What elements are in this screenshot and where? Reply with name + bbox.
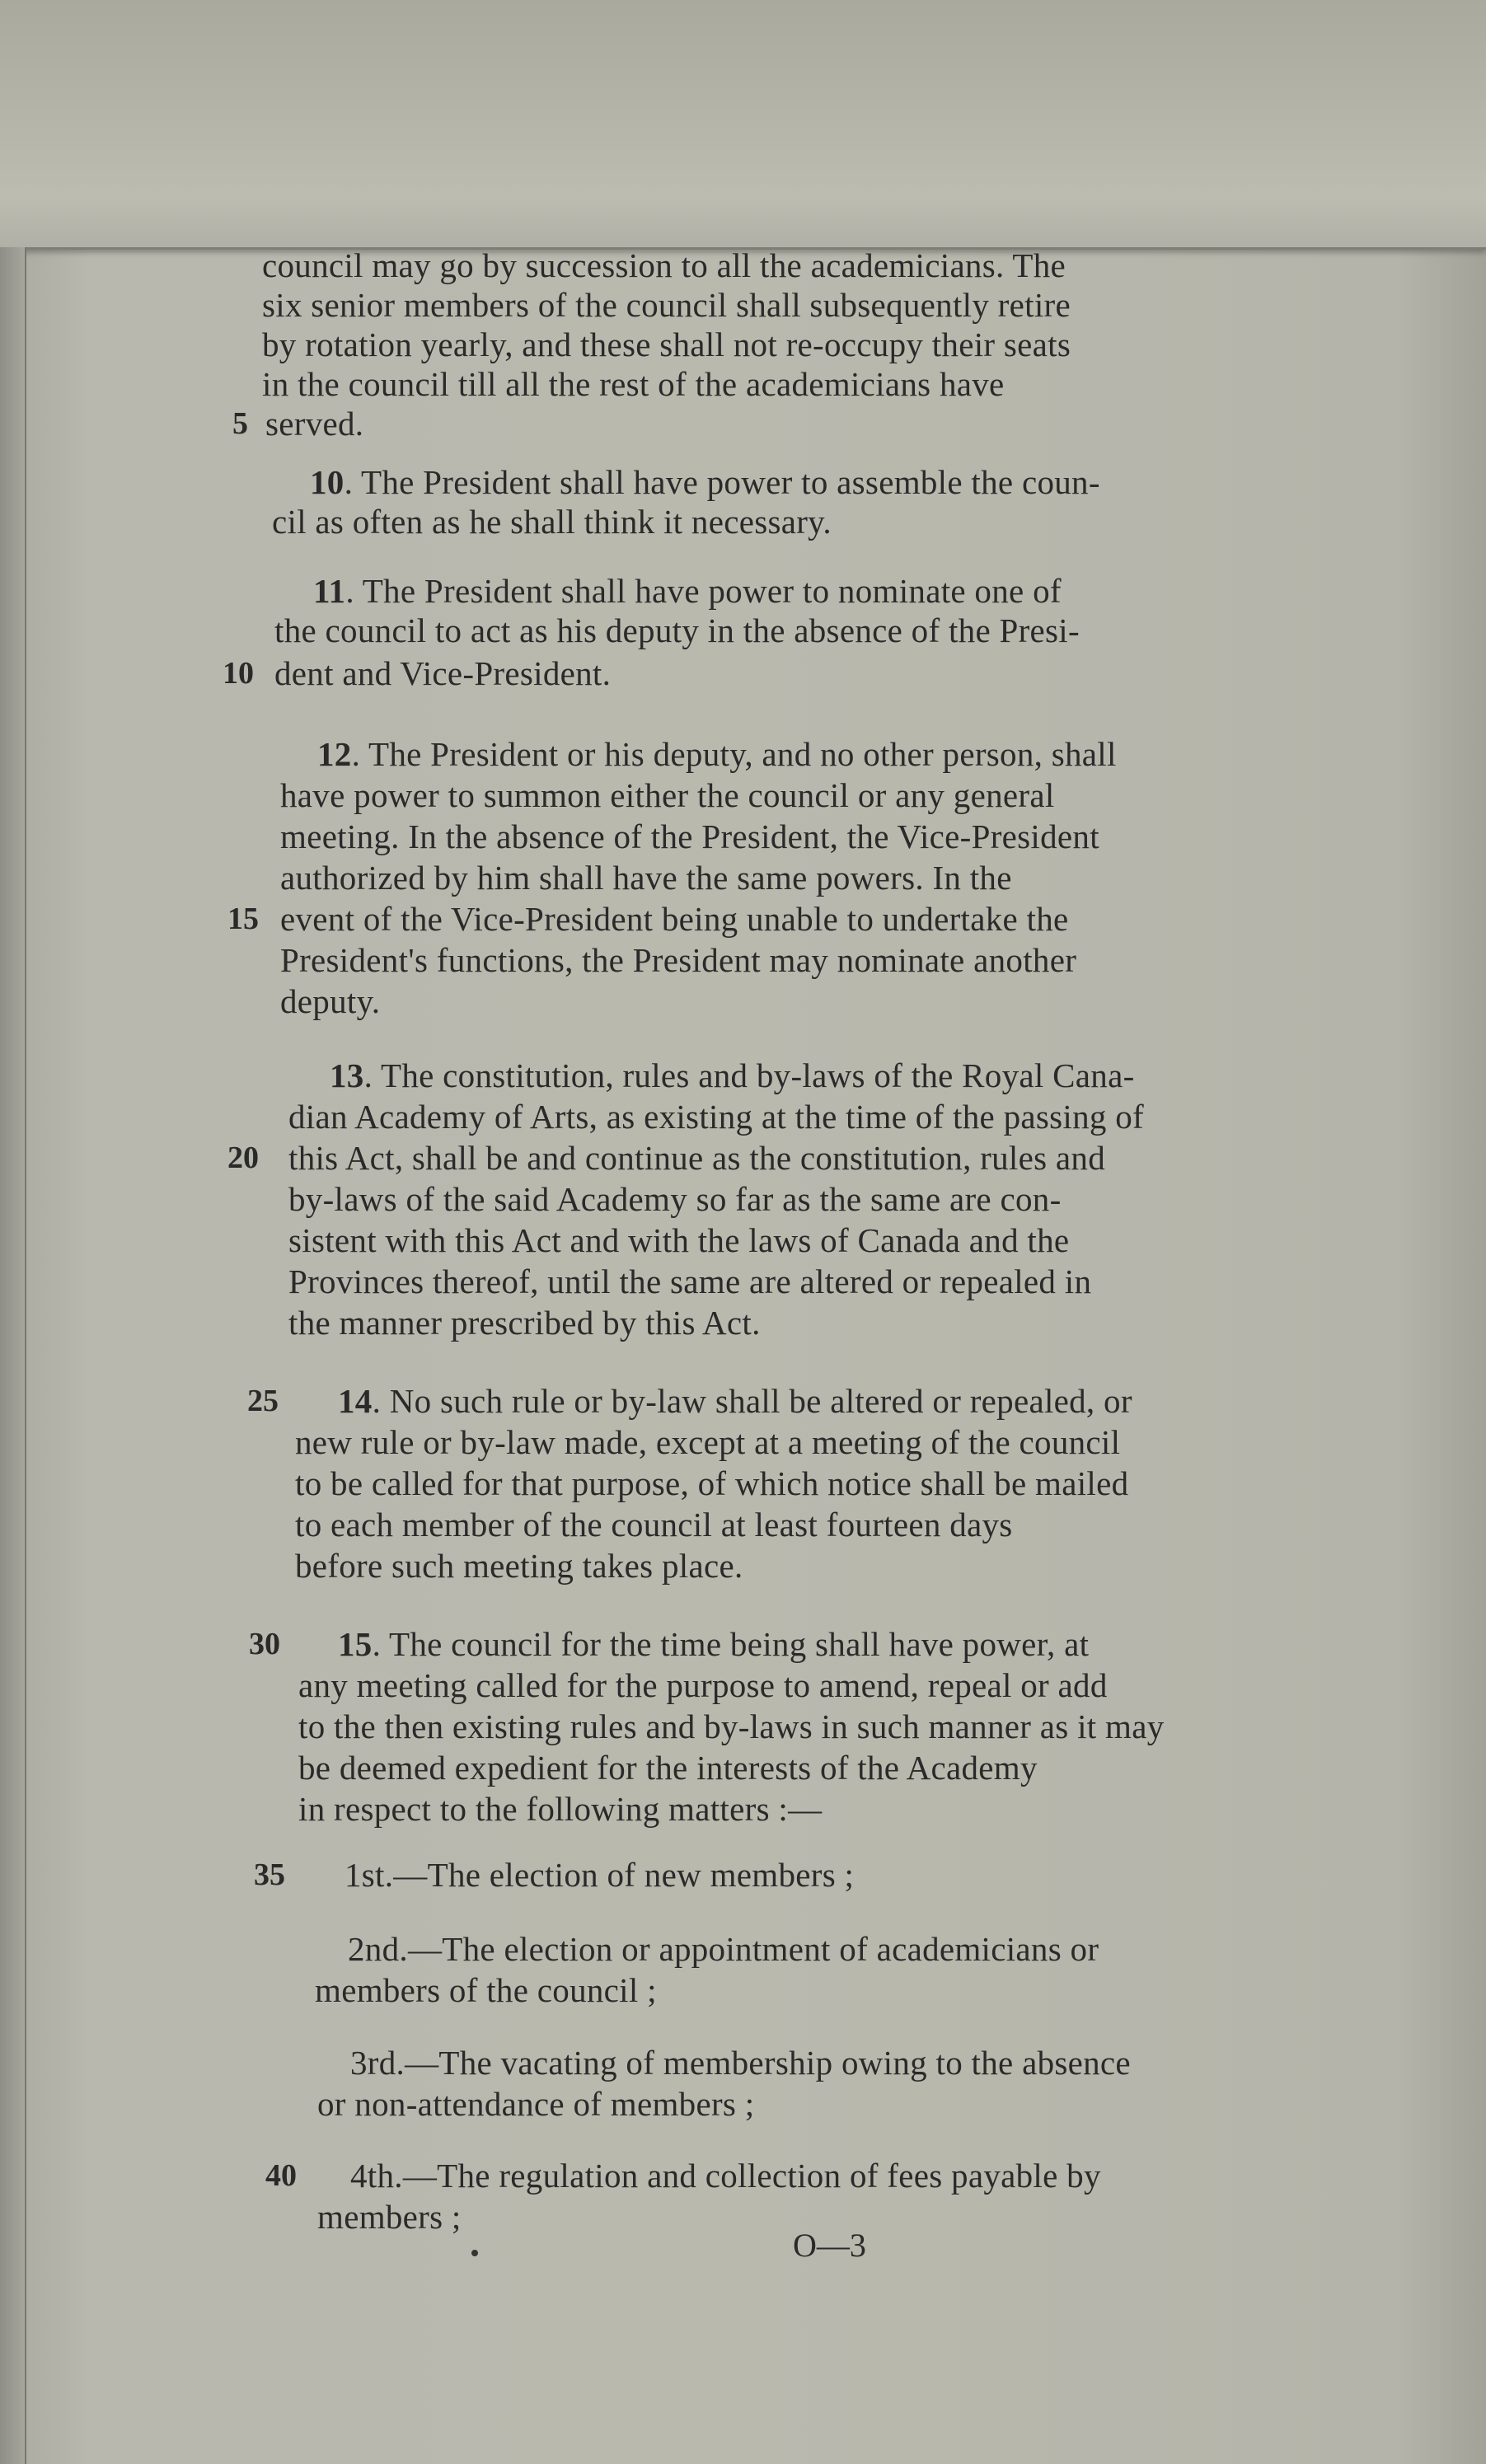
text-line: The council for the time being shall have power, at [388, 1625, 1090, 1663]
line-number: 5 [232, 406, 248, 441]
text-line: event of the Vice-President being unable to undertake the [280, 900, 1069, 938]
text-line: The constitution, rules and by-laws of the Royal Cana- [380, 1056, 1135, 1094]
text-line: or non-attendance of members ; [317, 2085, 755, 2123]
section-12-first-line: 12. The President or his deputy, and no other person, shall [317, 735, 1117, 773]
text-line: before such meeting takes place. [295, 1547, 743, 1585]
text-line: sistent with this Act and with the laws of Canada and the [288, 1221, 1070, 1259]
section-number: 13 [330, 1056, 364, 1094]
section-number: 15 [338, 1625, 373, 1663]
line-number: 25 [247, 1384, 279, 1418]
text-line: served. [265, 405, 364, 443]
page-number: O—3 [793, 2227, 866, 2264]
text-line: six senior members of the council shall subsequently retire [262, 286, 1071, 324]
text-line: cil as often as he shall think it necessary. [272, 503, 832, 541]
section-number: 11 [313, 572, 346, 610]
text-line: The President shall have power to assemble the coun- [360, 463, 1100, 501]
line-number: 15 [227, 902, 259, 936]
section-number: 14 [338, 1382, 373, 1420]
text-line: members ; [317, 2198, 462, 2236]
list-item: 2nd.—The election or appointment of academicians or [348, 1930, 1099, 1968]
section-number: 12 [317, 735, 352, 773]
text-line: members of the council ; [315, 1971, 657, 2009]
text-line: The President shall have power to nominate one of [362, 572, 1062, 610]
text-line: have power to summon either the council or any general [280, 776, 1055, 814]
text-line: dent and Vice-President. [274, 654, 612, 692]
line-number: 35 [254, 1857, 285, 1892]
list-item: 4th.—The regulation and collection of fees payable by [350, 2157, 1101, 2195]
text-line: deputy. [280, 982, 381, 1020]
text-line: council may go by succession to all the academicians. The [262, 246, 1066, 284]
text-line: to the then existing rules and by-laws in such manner as it may [298, 1707, 1165, 1745]
line-number: 10 [223, 656, 254, 691]
text-line: No such rule or by-law shall be altered or repealed, or [389, 1382, 1132, 1420]
line-number: 30 [249, 1627, 280, 1661]
text-line: this Act, shall be and continue as the constitution, rules and [288, 1139, 1106, 1177]
text-line: by-laws of the said Academy so far as the same are con- [288, 1180, 1062, 1218]
section-14-first-line: 14. No such rule or by-law shall be altered or repealed, or [338, 1382, 1132, 1420]
section-15-first-line: 15. The council for the time being shall have power, at [338, 1625, 1090, 1663]
line-number: 40 [265, 2158, 297, 2193]
text-line: the manner prescribed by this Act. [288, 1304, 761, 1342]
text-line: President's functions, the President may nominate another [280, 941, 1077, 979]
text-line: the council to act as his deputy in the absence of the Presi- [274, 611, 1080, 649]
text-line: new rule or by-law made, except at a meeting of the council [295, 1423, 1121, 1461]
text-line: be deemed expedient for the interests of the Academy [298, 1749, 1038, 1787]
text-line: meeting. In the absence of the President, the Vice-President [280, 817, 1099, 855]
section-number: 10 [310, 463, 345, 501]
line-number: 20 [227, 1141, 259, 1175]
text-line: authorized by him shall have the same powers. In the [280, 859, 1012, 897]
list-item: 1st.—The election of new members ; [345, 1856, 855, 1894]
text-line: to be called for that purpose, of which notice shall be mailed [295, 1464, 1129, 1502]
text-line: by rotation yearly, and these shall not re-occupy their seats [262, 326, 1071, 363]
text-line: Provinces thereof, until the same are altered or repealed in [288, 1262, 1092, 1300]
text-line: in respect to the following matters :— [298, 1790, 823, 1828]
section-11-first-line: 11. The President shall have power to nominate one of [313, 572, 1062, 610]
printer-mark [471, 2250, 478, 2256]
section-10-first-line: 10. The President shall have power to assemble the coun- [310, 463, 1100, 501]
section-13-first-line: 13. The constitution, rules and by-laws of the Royal Cana- [330, 1056, 1135, 1094]
text-line: in the council till all the rest of the academicians have [262, 365, 1005, 403]
text-line: The President or his deputy, and no other person, shall [368, 735, 1117, 773]
list-item: 3rd.—The vacating of membership owing to the absence [350, 2044, 1131, 2082]
text-line: dian Academy of Arts, as existing at the time of the passing of [288, 1098, 1144, 1136]
text-line: any meeting called for the purpose to amend, repeal or add [298, 1666, 1108, 1704]
text-line: to each member of the council at least fourteen days [295, 1506, 1013, 1544]
